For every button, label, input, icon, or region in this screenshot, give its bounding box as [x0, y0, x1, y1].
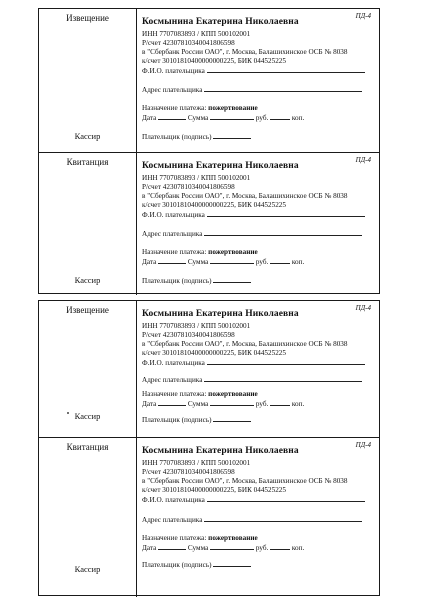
date-field[interactable] — [158, 543, 186, 550]
inn-kpp: ИНН 7707083893 / КПП 500102001 — [142, 322, 251, 330]
date-field[interactable] — [158, 113, 186, 120]
slip-left-column — [39, 438, 137, 597]
payer-fio-label: Ф.И.О. плательщика — [142, 67, 205, 75]
signature-row — [142, 276, 251, 285]
purpose-label: Назначение платежа: — [142, 390, 207, 398]
form-code: ПД-4 — [355, 156, 371, 164]
payer-address-field[interactable] — [204, 229, 362, 236]
slip-details — [142, 438, 373, 597]
payer-fio-row — [142, 358, 365, 367]
payment-slip-4 — [39, 437, 379, 597]
sum-kop-field[interactable] — [270, 543, 290, 550]
date-label: Дата — [142, 400, 157, 408]
payer-fio-label: Ф.И.О. плательщика — [142, 211, 205, 219]
payer-address-field[interactable] — [204, 375, 362, 382]
sum-label: Сумма — [187, 258, 209, 266]
form-code: ПД-4 — [355, 304, 371, 312]
corr-account-bik: к/счет 30101810400000000225, БИК 044525225 — [142, 57, 286, 65]
receipt-sheet-1 — [38, 8, 380, 294]
payer-fio-label: Ф.И.О. плательщика — [142, 496, 205, 504]
slip-details — [142, 153, 373, 295]
slip-details — [142, 301, 373, 437]
kop-label: коп. — [291, 400, 305, 408]
sum-kop-field[interactable] — [270, 399, 290, 406]
payer-fio-field[interactable] — [207, 495, 365, 502]
slip-title: Квитанция — [66, 442, 109, 452]
account-number: Р/счет 42307810340041806598 — [142, 468, 235, 476]
slip-title: Извещение — [66, 305, 109, 315]
payer-address-row — [142, 515, 362, 524]
date-field[interactable] — [158, 257, 186, 264]
signature-label: Плательщик (подпись) — [142, 416, 212, 424]
slip-title: Квитанция — [66, 157, 109, 167]
account-number: Р/счет 42307810340041806598 — [142, 39, 235, 47]
form-code: ПД-4 — [355, 441, 371, 449]
kop-label: коп. — [291, 258, 305, 266]
form-code: ПД-4 — [355, 12, 371, 20]
purpose-row — [142, 390, 258, 398]
payer-address-row — [142, 229, 362, 238]
receipt-sheet-2 — [38, 300, 380, 596]
cashier-label: Кассир — [74, 275, 101, 285]
sum-kop-field[interactable] — [270, 113, 290, 120]
rub-label: руб. — [255, 258, 269, 266]
signature-field[interactable] — [213, 276, 251, 283]
signature-field[interactable] — [213, 415, 251, 422]
date-field[interactable] — [158, 399, 186, 406]
date-sum-row — [142, 113, 304, 122]
corr-account-bik: к/счет 30101810400000000225, БИК 044525225 — [142, 201, 286, 209]
payer-fio-row — [142, 66, 365, 75]
date-label: Дата — [142, 258, 157, 266]
bank-name: в "Сбербанк России ОАО", г. Москва, Балашихинское ОСБ № 8038 — [142, 192, 348, 200]
date-sum-row — [142, 543, 304, 552]
payer-fio-field[interactable] — [207, 358, 365, 365]
sum-label: Сумма — [187, 400, 209, 408]
inn-kpp: ИНН 7707083893 / КПП 500102001 — [142, 174, 251, 182]
slip-details — [142, 9, 373, 152]
date-sum-row — [142, 399, 304, 408]
sum-kop-field[interactable] — [270, 257, 290, 264]
payer-address-row — [142, 375, 362, 384]
signature-label: Плательщик (подпись) — [142, 133, 212, 141]
sum-rub-field[interactable] — [210, 399, 254, 406]
account-number: Р/счет 42307810340041806598 — [142, 331, 235, 339]
payment-slip-2 — [39, 152, 379, 295]
purpose-value: пожертвование — [208, 534, 258, 542]
signature-field[interactable] — [213, 560, 251, 567]
signature-label: Плательщик (подпись) — [142, 277, 212, 285]
date-label: Дата — [142, 544, 157, 552]
cashier-label: Кассир — [74, 564, 101, 574]
payer-address-field[interactable] — [204, 515, 362, 522]
payer-fio-field[interactable] — [207, 210, 365, 217]
slip-left-column — [39, 301, 137, 437]
purpose-label: Назначение платежа: — [142, 534, 207, 542]
inn-kpp: ИНН 7707083893 / КПП 500102001 — [142, 459, 251, 467]
purpose-value: пожертвование — [208, 104, 258, 112]
payer-address-row — [142, 85, 362, 94]
payer-fio-row — [142, 210, 365, 219]
slip-left-column — [39, 153, 137, 295]
payer-address-label: Адрес плательщика — [142, 230, 203, 238]
bank-name: в "Сбербанк России ОАО", г. Москва, Балашихинское ОСБ № 8038 — [142, 340, 348, 348]
cashier-label: Кассир — [74, 411, 101, 421]
payer-fio-row — [142, 495, 365, 504]
recipient-name: Космынина Екатерина Николаевна — [142, 161, 299, 171]
bank-name: в "Сбербанк России ОАО", г. Москва, Балашихинское ОСБ № 8038 — [142, 477, 348, 485]
signature-label: Плательщик (подпись) — [142, 561, 212, 569]
sum-label: Сумма — [187, 544, 209, 552]
purpose-value: пожертвование — [208, 248, 258, 256]
cashier-label: Кассир — [74, 131, 101, 141]
recipient-name: Космынина Екатерина Николаевна — [142, 446, 299, 456]
bank-name: в "Сбербанк России ОАО", г. Москва, Балашихинское ОСБ № 8038 — [142, 48, 348, 56]
payment-slip-1 — [39, 9, 379, 152]
signature-row — [142, 415, 251, 424]
payer-fio-field[interactable] — [207, 66, 365, 73]
scan-speck — [67, 412, 69, 414]
date-label: Дата — [142, 114, 157, 122]
account-number: Р/счет 42307810340041806598 — [142, 183, 235, 191]
purpose-label: Назначение платежа: — [142, 104, 207, 112]
payer-address-field[interactable] — [204, 85, 362, 92]
purpose-value: пожертвование — [208, 390, 258, 398]
sum-rub-field[interactable] — [210, 543, 254, 550]
payer-address-label: Адрес плательщика — [142, 86, 203, 94]
date-sum-row — [142, 257, 304, 266]
payment-slip-3 — [39, 301, 379, 437]
slip-title: Извещение — [66, 13, 109, 23]
corr-account-bik: к/счет 30101810400000000225, БИК 044525225 — [142, 349, 286, 357]
kop-label: коп. — [291, 114, 305, 122]
signature-row — [142, 132, 251, 141]
purpose-label: Назначение платежа: — [142, 248, 207, 256]
sum-label: Сумма — [187, 114, 209, 122]
purpose-row — [142, 248, 258, 256]
payer-fio-label: Ф.И.О. плательщика — [142, 359, 205, 367]
sum-rub-field[interactable] — [210, 113, 254, 120]
recipient-name: Космынина Екатерина Николаевна — [142, 309, 299, 319]
recipient-name: Космынина Екатерина Николаевна — [142, 17, 299, 27]
signature-row — [142, 560, 251, 569]
purpose-row — [142, 104, 258, 112]
kop-label: коп. — [291, 544, 305, 552]
slip-left-column — [39, 9, 137, 152]
payer-address-label: Адрес плательщика — [142, 516, 203, 524]
signature-field[interactable] — [213, 132, 251, 139]
sum-rub-field[interactable] — [210, 257, 254, 264]
corr-account-bik: к/счет 30101810400000000225, БИК 044525225 — [142, 486, 286, 494]
payer-address-label: Адрес плательщика — [142, 376, 203, 384]
rub-label: руб. — [255, 114, 269, 122]
purpose-row — [142, 534, 258, 542]
rub-label: руб. — [255, 400, 269, 408]
inn-kpp: ИНН 7707083893 / КПП 500102001 — [142, 30, 251, 38]
rub-label: руб. — [255, 544, 269, 552]
